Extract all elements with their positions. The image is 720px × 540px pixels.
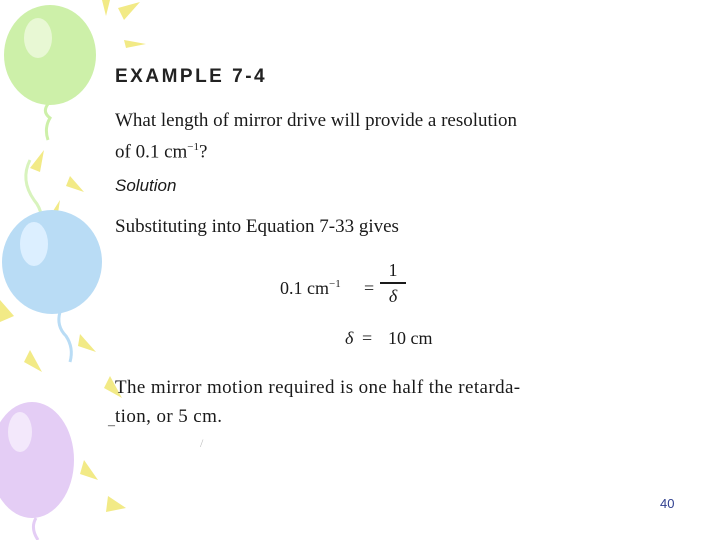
question-exponent: −1 [187,141,200,153]
conclusion-line-1: The mirror motion required is one half the retarda- [115,377,521,398]
equation-1-value: 0.1 cm [280,278,329,298]
equation-2-rhs: 10 cm [388,328,433,348]
question-line-1: What length of mirror drive will provide a resolution [115,110,518,131]
question-text [115,107,635,165]
equation-2-lhs: δ [345,328,354,348]
equation-1-lhs [280,278,341,299]
equation-2-equals: = [362,328,373,348]
fraction-denominator: δ [388,285,398,306]
solution-intro: Substituting into Equation 7-33 gives [115,216,399,237]
equation-1-exponent: −1 [329,278,341,290]
stray-tick-mark: / [200,436,204,450]
equation-1-fraction [380,260,406,306]
fraction-numerator: 1 [388,260,398,280]
stray-dash-mark: – [108,418,115,433]
conclusion-text [115,373,635,431]
question-mark: ? [199,141,208,163]
page-number: 40 [660,496,675,511]
question-value: of 0.1 cm [115,141,188,163]
conclusion-line-2: tion, or 5 cm. [115,406,223,427]
equation-1-equals: = [364,278,375,298]
fraction-bar [380,282,406,284]
example-heading: EXAMPLE 7-4 [115,66,268,87]
question-line-2 [115,134,635,165]
solution-heading: Solution [115,176,177,195]
